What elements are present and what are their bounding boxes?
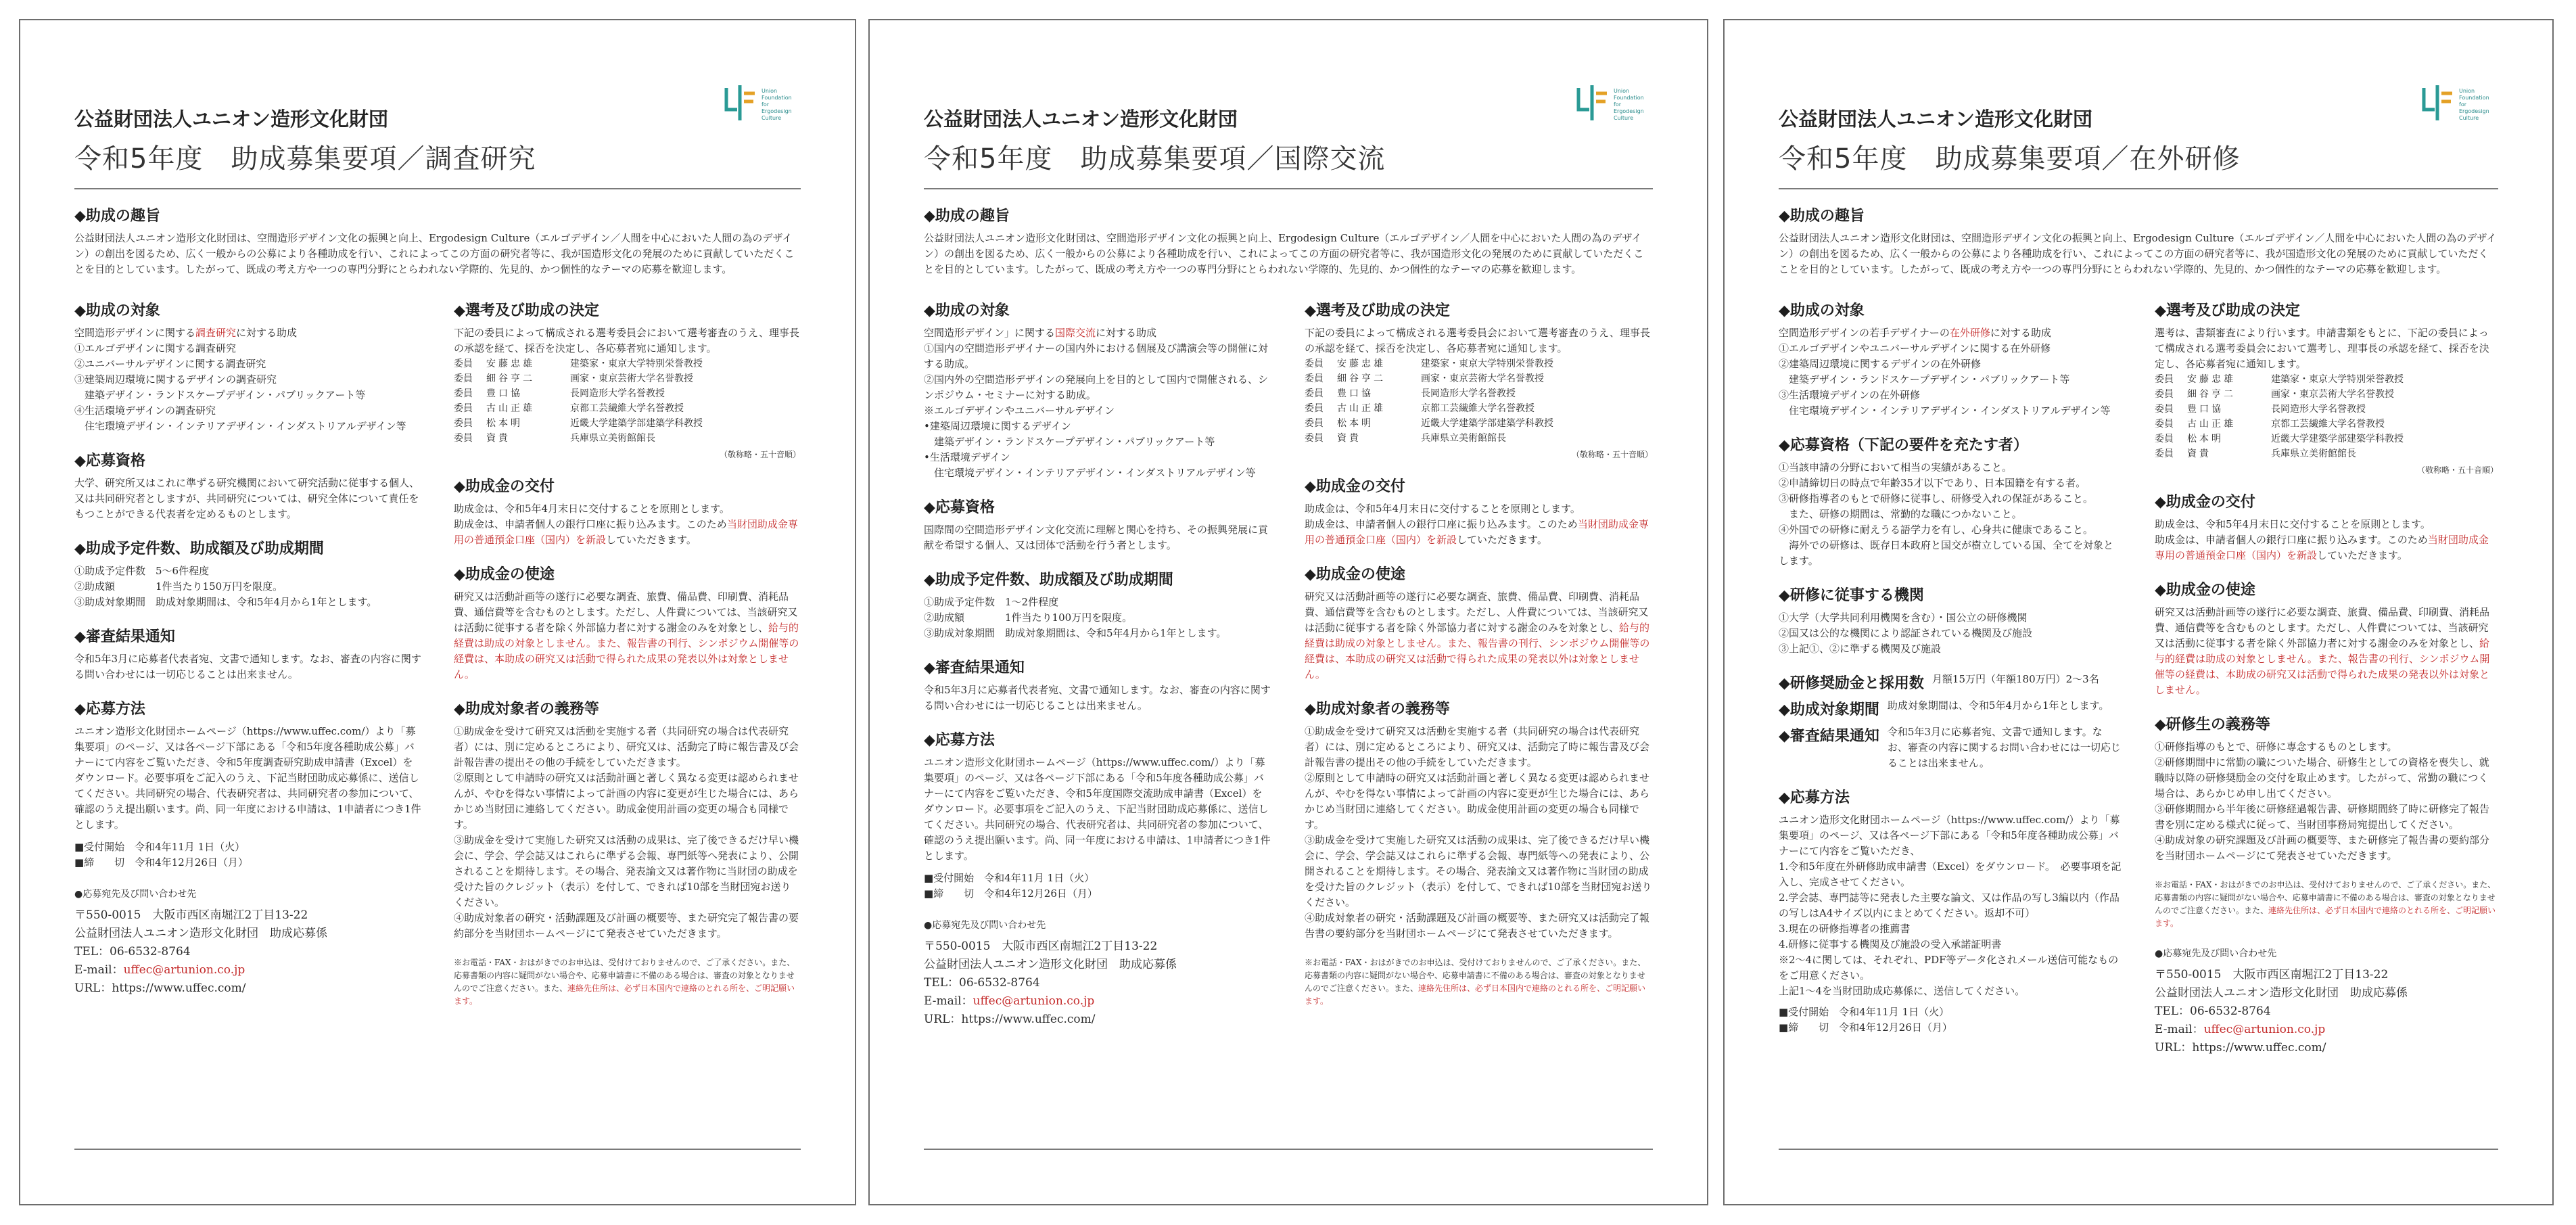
list-item: ※2〜4に関しては、それぞれ、PDF等データ化されメール送信可能なものをご用意ください。 <box>1779 954 2119 981</box>
purpose-heading: ◆助成の趣旨 <box>74 208 160 225</box>
list-item: ②助成額 1件当たり150万円を限度。 <box>74 580 283 593</box>
duty-heading: ◆助成対象者の義務等 <box>1305 701 1450 718</box>
use-section <box>2155 578 2498 698</box>
contact-url[interactable]: URL：https://www.uffec.com/ <box>924 1013 1096 1026</box>
contact-tel: TEL：06-6532-8764 <box>924 976 1040 990</box>
table-row: 委員 安藤忠雄 建築家・東京大学特別栄誉教授 <box>2155 374 2404 385</box>
list-item: ③研修指導者のもとで研修に従事し、研修受入れの保証があること。 <box>1779 492 2094 505</box>
grant-delivery-text: 助成金は、令和5年4月末日に交付することを原則とします。 <box>2155 518 2431 530</box>
result-heading: ◆審査結果通知 <box>924 660 1025 676</box>
list-item: ②申請締切日の時点で年齢35才以下であり、日本国籍を有する者。 <box>1779 477 2086 489</box>
contact-email-link[interactable]: uffec@artunion.co.jp <box>2203 1023 2326 1036</box>
list-item: ②原則として申請時の研究又は活動計画と著しく異なる変更は認められませんが、やむを得ない事情によって計画の内容に変更が生じた場合には、あらかじめ当財団に連絡してください。助成金使用計画の変更の場合も同様です。 <box>1305 772 1650 831</box>
duty-heading: ◆助成対象者の義務等 <box>454 701 599 718</box>
list-item: 3.現在の研修指導者の推薦書 <box>1779 923 1911 935</box>
use-heading: ◆助成金の使途 <box>454 566 555 583</box>
list-item: ④外国での研修に耐えうる語学力を有し、心身共に健康であること。 <box>1779 524 2094 536</box>
members-note: （敬称略・五十音順） <box>1571 450 1653 459</box>
page-research <box>19 19 856 1205</box>
contact-tel: TEL：06-6532-8764 <box>74 945 191 958</box>
list-item: ①研修指導のもとで、研修に専念するものとします。 <box>2155 741 2397 753</box>
table-row: 委員 松本明 近畿大学建築学部建築学科教授 <box>2155 434 2404 444</box>
list-item: 海外での研修は、既存日本政府と国交が樹立している国、全てを対象とします。 <box>1779 539 2114 567</box>
uffec-logo <box>720 83 801 135</box>
grant-delivery-text: 助成金は、令和5年4月末日に交付することを原則とします。 <box>1305 503 1580 515</box>
table-row: 委員 古山正雄 京都工芸繊維大学名誉教授 <box>2155 419 2385 430</box>
table-row: 委員 安藤忠雄 建築家・東京大学特別栄誉教授 <box>1305 359 1553 369</box>
table-row: 委員 古山正雄 京都工芸繊維大学名誉教授 <box>1305 403 1535 414</box>
list-item: ①大学（大学共同利用機関を含む）・国公立の研修機関 <box>1779 611 2028 624</box>
target-heading: ◆助成の対象 <box>1779 302 1865 319</box>
result-text: 令和5年3月に応募者宛、文書で通知します。なお、審査の内容に関するお問い合わせには一切応じることは出来ません。 <box>1887 726 2121 769</box>
contact-org: 公益財団法人ユニオン造形文化財団 助成応募係 <box>74 927 327 940</box>
list-item: ②研修期間中に常勤の職についた場合、研修生としての資格を喪失し、就職時以降の研修奨励金の交付を取止めます。したがって、常勤の職につく場合は、あらかじめ申し出てください。 <box>2155 756 2489 800</box>
list-item: ③生活環境デザインの在外研修 <box>1779 389 1920 401</box>
member-table <box>1305 356 1653 446</box>
period-heading: ◆助成対象期間 <box>1779 701 1879 718</box>
list-item: 住宅環境デザイン・インテリアデザイン・インダストリアルデザイン等 <box>924 467 1256 479</box>
method-text: ユニオン造形文化財団ホームページ（https://www.uffec.com/）より「募集要項」のページ、又は各ページ下部にある「令和5年度各種助成公募」バナーにて内容をご覧いただき、令和5年度国際交流助成申請書（Excel）をダウンロード。必要事項をご記入のうえ、下記当財団助成応募係に、送信してください。共同研究の場合、代表研究者は、共同研究者の参加について、確認のうえ提出願います。尚、同一年度における申請は、1申請者につき1件とします。 <box>924 756 1271 862</box>
list-item: また、研修の期間は、常勤的な職につかないこと。 <box>1779 508 2022 520</box>
qualification-heading: ◆応募資格 <box>74 453 145 469</box>
selection-heading: ◆選考及び助成の決定 <box>454 302 599 319</box>
grant-delivery-text-2: 助成金は、申請者個人の銀行口座に振り込みます。このため当財団助成金専用の普通預金口座（国内）を新設していただきます。 <box>1305 518 1649 546</box>
list-item: ②国又は公的な機関により認証されている機関及び施設 <box>1779 627 2033 639</box>
target-section <box>924 299 1272 481</box>
list-item: ④助成対象の研究課題及び計画の概要等、また研修完了報告書の要約部分を当財団ホームページにて発表させていただきます。 <box>2155 834 2490 862</box>
qualification-heading: ◆応募資格（下記の要件を充たす者） <box>1779 437 2028 454</box>
selection-section <box>1305 299 1653 460</box>
contact-email-link[interactable]: uffec@artunion.co.jp <box>123 963 245 977</box>
list-item: 1.令和5年度在外研修助成申請書（Excel）をダウンロード。 必要事項を記入し、完成させてください。 <box>1779 860 2122 888</box>
list-item: ③建築周辺環境に関するデザインの調査研究 <box>74 373 277 386</box>
table-row: 委員 細谷亨二 画家・東京芸術大学名誉教授 <box>454 373 693 384</box>
grant-delivery-text: 助成金は、令和5年4月末日に交付することを原則とします。 <box>454 503 730 515</box>
target-intro: 空間造形デザイン」に関する国際交流に対する助成 <box>924 327 1156 339</box>
use-text: 研究又は活動計画等の遂行に必要な調査、旅費、備品費、印刷費、消耗品費、通信費等を含むものとします。ただし、人件費については、当該研究又は活動に従事する者を除く外部協力者に対する謝金のみを対象とし、給与的経費は助成の対象としません。また、報告書の刊行、シンポジウム開催等の経費は、本助成の研究又は活動で得られた成果の発表以外は対象としません。 <box>2155 606 2490 696</box>
uffec-logo-mark <box>1572 83 1612 124</box>
contact-address: 〒550-0015 大阪市西区南堀江2丁目13-22 <box>2155 968 2389 981</box>
contact-url[interactable]: URL：https://www.uffec.com/ <box>2155 1041 2326 1055</box>
result-text: 令和5年3月に応募者代表者宛、文書で通知します。なお、審査の内容に関する問い合わせには一切応じることは出来ません。 <box>924 684 1271 712</box>
qualification-text: 大学、研究所又はこれに準ずる研究機関において研究活動に従事する個人、又は共同研究者としますが、共同研究については、研究全体について責任をもつことができる代表者を定めるものとします。 <box>74 477 420 520</box>
list-item: •建築周辺環境に関するデザイン <box>924 420 1071 432</box>
use-section <box>454 563 801 683</box>
grant-delivery-heading: ◆助成金の交付 <box>1305 478 1405 495</box>
list-item: ④助成対象者の研究・活動課題及び計画の概要等、また研究又は活動完了報告書の要約部分を当財団ホームページにて発表させていただきます。 <box>1305 912 1650 940</box>
uffec-logo <box>2417 83 2498 135</box>
title-divider <box>924 188 1653 189</box>
list-item: ④助成対象者の研究・活動課題及び計画の概要等、また研究完了報告書の要約部分を当財団ホームページにて発表させていただきます。 <box>454 912 799 940</box>
contact-block <box>74 885 421 998</box>
result-section <box>1779 724 2122 771</box>
uffec-logo-mark <box>2417 83 2458 124</box>
uffec-logo-text: Union Foundation for Ergodesign Culture <box>1614 88 1644 121</box>
list-item: ①助成金を受けて研究又は活動を実施する者（共同研究の場合は代表研究者）には、別に定めるところにより、研究又は、活動完了時に報告書及び会計報告書の提出その他の手続をしていただきます。 <box>1305 725 1650 768</box>
duty-section <box>454 697 801 942</box>
institution-heading: ◆研修に従事する機関 <box>1779 587 1924 604</box>
grant-delivery-heading: ◆助成金の交付 <box>2155 494 2255 511</box>
list-item: 建築デザイン・ランドスケープデザイン・パブリックアート等 <box>74 389 366 401</box>
notice: ※お電話・FAX・おはがきでのお申込は、受付けておりませんので、ご了承ください。また、応募書類の内容に疑問がない場合や、応募申請書に不備のある場合は、審査の対象となりませんのでご注意ください。また、連絡先住所は、必ず日本国内で連絡のとれる所を、ご明記願います。 <box>1305 958 1646 1006</box>
uffec-logo-text: Union Foundation for Ergodesign Culture <box>2459 88 2489 121</box>
target-list <box>74 341 421 434</box>
duty-section <box>1305 697 1653 942</box>
member-table <box>454 356 801 446</box>
list-item: ①当該申請の分野において相当の実績があること。 <box>1779 461 2013 473</box>
schedule-start: ■受付開始 令和4年11月 1日（火） <box>924 872 1095 884</box>
use-heading: ◆助成金の使途 <box>1305 566 1405 583</box>
list-item: ③助成対象期間 助成対象期間は、令和5年4月から1年とします。 <box>924 627 1227 639</box>
bottom-divider <box>1779 1149 2498 1150</box>
period-section <box>1779 698 2122 724</box>
purpose-heading: ◆助成の趣旨 <box>1779 208 1865 225</box>
selection-heading: ◆選考及び助成の決定 <box>1305 302 1450 319</box>
notice: ※お電話・FAX・おはがきでのお申込は、受付けておりませんので、ご了承ください。また、応募書類の内容に疑問がない場合や、応募申請書に不備のある場合は、審査の対象となりませんのでご注意ください。また、連絡先住所は、必ず日本国内で連絡のとれる所を、ご明記願います。 <box>454 958 795 1006</box>
selection-text: 下記の委員によって構成される選考委員会において選考審査のうえ、理事長の承認を経て、採否を決定し、各応募者宛に通知します。 <box>454 327 799 354</box>
uffec-logo <box>1572 83 1653 135</box>
list-item: 建築デザイン・ランドスケープデザイン・パブリックアート等 <box>1779 373 2070 386</box>
method-heading: ◆応募方法 <box>74 701 145 718</box>
contact-org: 公益財団法人ユニオン造形文化財団 助成応募係 <box>924 958 1177 971</box>
purpose-section <box>74 204 801 277</box>
result-text: 令和5年3月に応募者代表者宛、文書で通知します。なお、審査の内容に関する問い合わせには一切応じることは出来ません。 <box>74 653 421 680</box>
purpose-text: 公益財団法人ユニオン造形文化財団は、空間造形デザイン文化の振興と向上、Ergodesign Culture（エルゴデザイン／人間を中心においた人間の為のデザイン）の創出を図るため、広く一般からの公募により各種助成を行い、これによってこの方面の研究者等に、我が国造形文化の発展のために貢献していただくことを目的としています。したがって、既成の考え方や一つの専門分野にとらわれない学際的、先見的、かつ個性的なテーマの応募を歓迎します。 <box>74 232 795 275</box>
amount-text: 月額15万円（年額180万円）2〜3名 <box>1931 673 2099 685</box>
contact-title: ●応募宛先及び問い合わせ先 <box>74 889 197 900</box>
result-section <box>924 656 1272 714</box>
schedule-heading: ◆助成予定件数、助成額及び助成期間 <box>74 540 324 557</box>
grant-delivery-text-2: 助成金は、申請者個人の銀行口座に振り込みます。このため当財団助成金専用の普通預金口座（国内）を新設していただきます。 <box>2155 534 2489 561</box>
table-row: 委員 安藤忠雄 建築家・東京大学特別栄誉教授 <box>454 359 703 369</box>
purpose-section <box>924 204 1653 277</box>
amount-section <box>1779 672 2122 698</box>
target-heading: ◆助成の対象 <box>74 302 160 319</box>
bottom-divider <box>74 1149 801 1150</box>
page-overseas-training <box>1723 19 2554 1205</box>
table-row: 委員 資貴 兵庫県立美術館館長 <box>1305 433 1506 444</box>
schedule-end: ■締 切 令和4年12月26日（月） <box>74 856 248 869</box>
contact-block <box>924 917 1272 1029</box>
member-table <box>2155 372 2498 461</box>
schedule-end: ■締 切 令和4年12月26日（月） <box>1779 1021 1952 1034</box>
title-divider <box>1779 188 2498 189</box>
use-text: 研究又は活動計画等の遂行に必要な調査、旅費、備品費、印刷費、消耗品費、通信費等を含むものとします。ただし、人件費については、当該研究又は活動に従事する者を除く外部協力者に対する謝金のみを対象とし、給与的経費は助成の対象としません。また、報告書の刊行、シンポジウム開催等の経費は、本助成の研究又は活動で得られた成果の発表以外は対象としません。 <box>454 591 799 680</box>
contact-title: ●応募宛先及び問い合わせ先 <box>2155 948 2277 959</box>
method-heading: ◆応募方法 <box>924 732 995 749</box>
selection-text: 選考は、書類審査により行います。申請書類をもとに、下記の委員によって構成される選考委員会において選考し、理事長の承認を経て、採否を決定し、各応募者宛に通知します。 <box>2155 327 2489 370</box>
contact-email-line: E-mail：uffec@artunion.co.jp <box>74 963 245 977</box>
amount-heading: ◆研修奨励金と採用数 <box>1779 675 1924 692</box>
duty-heading: ◆研修生の義務等 <box>2155 716 2270 733</box>
qualification-section <box>924 496 1272 553</box>
table-row: 委員 松本明 近畿大学建築学部建築学科教授 <box>454 418 703 429</box>
list-item: ①国内の空間造形デザイナーの国内外における個展及び講演会等の開催に対する助成。 <box>924 342 1268 370</box>
list-item: ①助成予定件数 1〜2件程度 <box>924 596 1059 608</box>
use-section <box>1305 563 1653 683</box>
schedule-section <box>924 568 1272 641</box>
table-row: 委員 資貴 兵庫県立美術館館長 <box>2155 448 2356 459</box>
list-item: ②国内外の空間造形デザインの発展向上を目的として国内で開催される、シンポジウム・セミナーに対する助成。 <box>924 373 1268 401</box>
list-item: ④生活環境デザインの調査研究 <box>74 405 216 417</box>
bottom-divider <box>924 1149 1653 1150</box>
schedule-start: ■受付開始 令和4年11月 1日（火） <box>74 841 245 853</box>
table-row: 委員 古山正雄 京都工芸繊維大学名誉教授 <box>454 403 684 414</box>
target-intro: 空間造形デザインの若手デザイナーの在外研修に対する助成 <box>1779 327 2051 339</box>
purpose-text: 公益財団法人ユニオン造形文化財団は、空間造形デザイン文化の振興と向上、Ergodesign Culture（エルゴデザイン／人間を中心においた人間の為のデザイン）の創出を図るため、広く一般からの公募により各種助成を行い、これによってこの方面の研究者等に、我が国造形文化の発展のために貢献していただくことを目的としています。したがって、既成の考え方や一つの専門分野にとらわれない学際的、先見的、かつ個性的なテーマの応募を歓迎します。 <box>1779 232 2497 275</box>
purpose-section <box>1779 204 2498 277</box>
list-item: ③研修期間から半年後に研修経過報告書、研修期間終了時に研修完了報告書を別に定める様式に従って、当財団事務局宛提出してください。 <box>2155 803 2490 831</box>
contact-address: 〒550-0015 大阪市西区南堀江2丁目13-22 <box>924 940 1158 953</box>
purpose-text: 公益財団法人ユニオン造形文化財団は、空間造形デザイン文化の振興と向上、Ergodesign Culture（エルゴデザイン／人間を中心においた人間の為のデザイン）の創出を図るため、広く一般からの公募により各種助成を行い、これによってこの方面の研究者等に、我が国造形文化の発展のために貢献していただくことを目的としています。したがって、既成の考え方や一つの専門分野にとらわれない学際的、先見的、かつ個性的なテーマの応募を歓迎します。 <box>924 232 1644 275</box>
contact-address: 〒550-0015 大阪市西区南堀江2丁目13-22 <box>74 908 308 922</box>
table-row: 委員 松本明 近畿大学建築学部建築学科教授 <box>1305 418 1553 429</box>
target-intro: 空間造形デザインに関する調査研究に対する助成 <box>74 327 297 339</box>
qualification-text: 国際間の空間造形デザイン文化交流に理解と関心を持ち、その振興発展に貢献を希望する個人、又は団体で活動を行う者とします。 <box>924 524 1268 551</box>
members-note: （敬称略・五十音順） <box>719 450 801 459</box>
grant-delivery-text-2: 助成金は、申請者個人の銀行口座に振り込みます。このため当財団助成金専用の普通預金口座（国内）を新設していただきます。 <box>454 518 798 546</box>
use-heading: ◆助成金の使途 <box>2155 582 2255 599</box>
method-text: ユニオン造形文化財団ホームページ（https://www.uffec.com/）より「募集要項」のページ、又は各ページ下部にある「令和5年度各種助成公募」バナーにて内容をご覧いただき、 <box>1779 814 2120 857</box>
contact-tel: TEL：06-6532-8764 <box>2155 1004 2271 1018</box>
foundation-name: 公益財団法人ユニオン造形文化財団 <box>1779 108 2093 131</box>
table-row: 委員 資貴 兵庫県立美術館館長 <box>454 433 655 444</box>
table-row: 委員 細谷亨二 画家・東京芸術大学名誉教授 <box>2155 389 2394 400</box>
list-item: 2.学会誌、専門誌等に発表した主要な論文、又は作品の写し3編以内（作品の写しはA4サイズ以内にまとめてください。返却不可） <box>1779 892 2120 919</box>
list-item: 上記1〜4を当財団助成応募係に、送信してください。 <box>1779 985 2025 997</box>
schedule-section <box>74 537 421 610</box>
selection-text: 下記の委員によって構成される選考委員会において選考審査のうえ、理事長の承認を経て、採否を決定し、各応募者宛に通知します。 <box>1305 327 1650 354</box>
list-item: ②原則として申請時の研究又は活動計画と著しく異なる変更は認められませんが、やむを得ない事情によって計画の内容に変更が生じた場合には、あらかじめ当財団に連絡してください。助成金使用計画の変更の場合も同様です。 <box>454 772 799 831</box>
schedule-heading: ◆助成予定件数、助成額及び助成期間 <box>924 572 1173 588</box>
contact-email-line: E-mail：uffec@artunion.co.jp <box>2155 1023 2326 1036</box>
target-section <box>74 299 421 434</box>
qualification-section <box>1779 434 2122 569</box>
period-text: 助成対象期間は、令和5年4月から1年とします。 <box>1887 699 2109 712</box>
table-row: 委員 細谷亨二 画家・東京芸術大学名誉教授 <box>1305 373 1544 384</box>
duty-section <box>2155 713 2498 864</box>
page-title: 令和5年度 助成募集要項／在外研修 <box>1779 143 2241 175</box>
contact-email-link[interactable]: uffec@artunion.co.jp <box>973 994 1095 1008</box>
members-note: （敬称略・五十音順） <box>2416 465 2498 475</box>
selection-section <box>2155 299 2498 476</box>
list-item: ①助成金を受けて研究又は活動を実施する者（共同研究の場合は代表研究者）には、別に定めるところにより、研究又は、活動完了時に報告書及び会計報告書の提出その他の手続をしていただきます。 <box>454 725 799 768</box>
use-text: 研究又は活動計画等の遂行に必要な調査、旅費、備品費、印刷費、消耗品費、通信費等を含むものとします。ただし、人件費については、当該研究又は活動に従事する者を除く外部協力者に対する謝金のみを対象とし、給与的経費は助成の対象としません。また、報告書の刊行、シンポジウム開催等の経費は、本助成の研究又は活動で得られた成果の発表以外は対象としません。 <box>1305 591 1650 680</box>
list-item: ③助成金を受けて実施した研究又は活動の成果は、完了後できるだけ早い機会に、学会、学会誌又はこれらに準ずる会報、専門紙等へ発表により、公開されることを期待します。その場合、発表論文又は著作物に当財団の助成を受けた旨のクレジット（表示）を付して、できれば10部を当財団宛お送りください。 <box>454 834 799 908</box>
target-heading: ◆助成の対象 <box>924 302 1010 319</box>
result-heading: ◆審査結果通知 <box>1779 728 1879 745</box>
list-item: 住宅環境デザイン・インテリアデザイン・インダストリアルデザイン等 <box>1779 405 2111 417</box>
page-title: 令和5年度 助成募集要項／国際交流 <box>924 143 1386 175</box>
list-item: ①エルゴデザインに関する調査研究 <box>74 342 236 354</box>
foundation-name: 公益財団法人ユニオン造形文化財団 <box>924 108 1238 131</box>
grant-delivery-section <box>1305 475 1653 548</box>
selection-heading: ◆選考及び助成の決定 <box>2155 302 2300 319</box>
contact-org: 公益財団法人ユニオン造形文化財団 助成応募係 <box>2155 986 2408 1000</box>
table-row: 委員 豊口協 長岡造形大学名誉教授 <box>2155 404 2366 415</box>
list-item: •生活環境デザイン <box>924 451 1010 463</box>
list-item: 住宅環境デザイン・インテリアデザイン・インダストリアルデザイン等 <box>74 420 406 432</box>
uffec-logo-text: Union Foundation for Ergodesign Culture <box>762 88 792 121</box>
method-text: ユニオン造形文化財団ホームページ（https://www.uffec.com/）より「募集要項」のページ、又は各ページ下部にある「令和5年度各種助成公募」バナーにて内容をご覧いただき、令和5年度調査研究助成申請書（Excel）をダウンロード。必要事項をご記入のうえ、下記当財団助成応募係に、送信してください。共同研究の場合、代表研究者は、共同研究者の参加について、確認のうえ提出願います。尚、同一年度における申請は、1申請者につき1件とします。 <box>74 725 421 831</box>
result-section <box>74 625 421 683</box>
qualification-section <box>74 449 421 522</box>
schedule-start: ■受付開始 令和4年11月 1日（火） <box>1779 1006 1950 1018</box>
contact-email-line: E-mail：uffec@artunion.co.jp <box>924 994 1095 1008</box>
list-item: ③助成対象期間 助成対象期間は、令和5年4月から1年とします。 <box>74 596 377 608</box>
contact-title: ●応募宛先及び問い合わせ先 <box>924 920 1046 931</box>
foundation-name: 公益財団法人ユニオン造形文化財団 <box>74 108 389 131</box>
grant-delivery-section <box>454 475 801 548</box>
target-section <box>1779 299 2122 419</box>
table-row: 委員 豊口協 長岡造形大学名誉教授 <box>454 388 665 399</box>
contact-url[interactable]: URL：https://www.uffec.com/ <box>74 981 246 995</box>
uffec-logo-mark <box>720 83 760 124</box>
schedule-end: ■締 切 令和4年12月26日（月） <box>924 887 1098 900</box>
list-item: ③助成金を受けて実施した研究又は活動の成果は、完了後できるだけ早い機会に、学会、学会誌又はこれらに準ずる会報、専門紙等への発表により、公開されることを期待します。その場合、発表論文又は著作物に当財団の助成を受けた旨のクレジット（表示）を付して、できれば10部を当財団宛お送りください。 <box>1305 834 1652 908</box>
method-section <box>74 697 421 871</box>
table-row: 委員 豊口協 長岡造形大学名誉教授 <box>1305 388 1516 399</box>
method-section <box>924 729 1272 902</box>
selection-section <box>454 299 801 460</box>
method-heading: ◆応募方法 <box>1779 789 1850 806</box>
list-item: ①助成予定件数 5〜6件程度 <box>74 565 210 577</box>
title-divider <box>74 188 801 189</box>
method-section <box>1779 786 2122 1036</box>
purpose-heading: ◆助成の趣旨 <box>924 208 1010 225</box>
notice: ※お電話・FAX・おはがきでのお申込は、受付けておりませんので、ご了承ください。また、応募書類の内容に疑問がない場合や、応募申請書に不備のある場合は、審査の対象となりませんのでご注意ください。また、連絡先住所は、必ず日本国内で連絡のとれる所を、ご明記願います。 <box>2155 880 2496 928</box>
result-heading: ◆審査結果通知 <box>74 628 175 645</box>
list-item: ②ユニバーサルデザインに関する調査研究 <box>74 358 266 370</box>
list-item: ②助成額 1件当たり100万円を限度。 <box>924 611 1133 624</box>
list-item: ②建築周辺環境に関するデザインの在外研修 <box>1779 358 1981 370</box>
list-item: ※エルゴデザインやユニバーサルデザイン <box>924 405 1115 417</box>
list-item: 建築デザイン・ランドスケープデザイン・パブリックアート等 <box>924 436 1215 448</box>
page-international <box>868 19 1708 1205</box>
grant-delivery-section <box>2155 490 2498 563</box>
list-item: ③上記①、②に準ずる機関及び施設 <box>1779 643 1942 655</box>
institution-section <box>1779 584 2122 657</box>
page-title: 令和5年度 助成募集要項／調査研究 <box>74 143 536 175</box>
contact-block <box>2155 945 2498 1057</box>
qualification-heading: ◆応募資格 <box>924 499 995 516</box>
grant-delivery-heading: ◆助成金の交付 <box>454 478 555 495</box>
list-item: 4.研修に従事する機関及び施設の受入承諾証明書 <box>1779 938 2002 950</box>
list-item: ①エルゴデザインやユニバーサルデザインに関する在外研修 <box>1779 342 2051 354</box>
